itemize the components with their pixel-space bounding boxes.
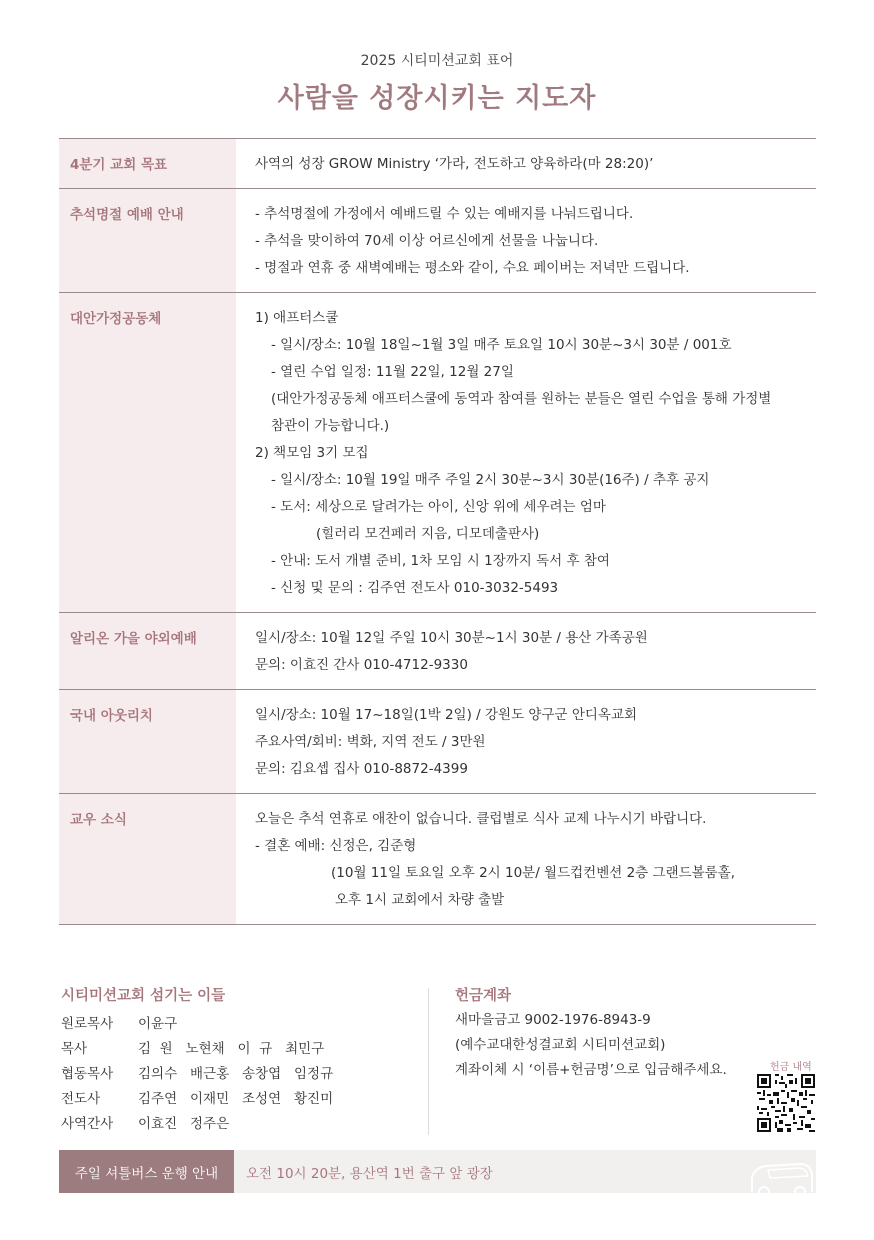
content-line: - 안내: 도서 개별 준비, 1차 모임 시 1장까지 독서 후 참여 [271,553,610,569]
staff-names: 김의수 배근홍 송창엽 임정규 [138,1066,334,1082]
shuttle-bus-info: 오전 10시 20분, 용산역 1번 출구 앞 광장 [246,1165,493,1182]
content-line: 사역의 성장 GROW Ministry ‘가라, 전도하고 양육하라(마 28:20)’ [255,156,654,172]
van-icon [748,1160,816,1193]
staff-row [61,1012,333,1037]
staff-role: 목사 [61,1041,88,1057]
offering-line: 새마을금고 9002-1976-8943-9 [455,1012,651,1028]
section-divider [428,988,429,1135]
content-line: - 일시/장소: 10월 18일~1월 3일 매주 토요일 10시 30분~3시 30분 / 001호 [271,337,732,353]
staff-row [61,1062,333,1087]
content-line: - 열린 수업 일정: 11월 22일, 12월 27일 [271,364,514,380]
row-label: 알리온 가을 야외예배 [59,613,236,689]
row-label: 대안가정공동체 [59,293,236,612]
staff-role: 전도사 [61,1091,101,1107]
row-content [236,293,816,612]
header-subtitle: 2025 시티미션교회 표어 [360,53,514,69]
shuttle-bus-label: 주일 셔틀버스 운행 안내 [59,1150,234,1193]
staff-row [61,1112,333,1137]
announcement-table [59,138,816,925]
row-content [236,613,816,689]
row-outdoor-worship [59,613,816,690]
content-line: - 일시/장소: 10월 19일 매주 주일 2시 30분~3시 30분(16주) / 추후 공지 [271,472,710,488]
page-title: 사람을 성장시키는 지도자 [277,83,597,114]
content-line: (힐러리 모건페러 지음, 디모데출판사) [316,526,540,542]
qr-code-icon[interactable] [757,1074,815,1132]
staff-names: 김 원 노현채 이 규 최민구 [138,1041,325,1057]
content-line: - 추석을 맞이하여 70세 이상 어르신에게 선물을 나눕니다. [255,233,599,249]
row-label: 국내 아웃리치 [59,690,236,793]
content-line: 참관이 가능합니다.) [271,418,390,434]
staff-role: 사역간사 [61,1116,114,1132]
staff-title: 시티미션교회 섬기는 이들 [61,988,226,1004]
row-content [236,139,816,188]
qr-label: 헌금 내역 [770,1062,812,1073]
row-chuseok-worship [59,189,816,293]
content-line: - 명절과 연휴 중 새벽예배는 평소와 같이, 수요 페이버는 저녁만 드립니다. [255,260,690,276]
content-line: (10월 11일 토요일 오후 2시 10분/ 월드컵컨벤션 2층 그랜드볼룸홀, [331,865,736,881]
content-line: - 신청 및 문의 : 김주연 전도사 010-3032-5493 [271,580,559,596]
content-line: - 결혼 예배: 신정은, 김준형 [255,838,417,854]
row-label: 추석명절 예배 안내 [59,189,236,292]
content-line: - 도서: 세상으로 달려가는 아이, 신앙 위에 세우려는 엄마 [271,499,606,515]
content-line: 일시/장소: 10월 12일 주일 10시 30분~1시 30분 / 용산 가족공원 [255,630,648,646]
row-member-news [59,794,816,925]
row-content [236,690,816,793]
content-line: 오후 1시 교회에서 차량 출발 [335,892,505,908]
offering-line: 계좌이체 시 ‘이름+헌금명’으로 입금해주세요. [455,1062,727,1078]
offering-info [455,1008,727,1083]
staff-role: 협동목사 [61,1066,114,1082]
row-domestic-outreach [59,690,816,794]
staff-row [61,1087,333,1112]
staff-names: 이효진 정주은 [138,1116,230,1132]
content-line: 일시/장소: 10월 17~18일(1박 2일) / 강원도 양구군 안디옥교회 [255,707,638,723]
shuttle-bus-bar [59,1150,816,1193]
content-line: 문의: 이효진 간사 010-4712-9330 [255,657,468,673]
row-label: 4분기 교회 목표 [59,139,236,188]
offering-title: 헌금계좌 [455,988,512,1004]
row-content [236,794,816,924]
content-line: 2) 책모임 3기 모집 [255,445,369,461]
staff-list [61,1012,333,1137]
content-line: (대안가정공동체 애프터스쿨에 동역과 참여를 원하는 분들은 열린 수업을 통해 가정별 [271,391,772,407]
row-content [236,189,816,292]
content-line: 문의: 김요셉 집사 010-8872-4399 [255,761,468,777]
staff-row [61,1037,333,1062]
staff-names: 이윤구 [138,1016,178,1032]
content-line: 주요사역/회비: 벽화, 지역 전도 / 3만원 [255,734,486,750]
row-quarter-goal [59,139,816,189]
staff-role: 원로목사 [61,1016,114,1032]
content-line: 오늘은 추석 연휴로 애찬이 없습니다. 클럽별로 식사 교제 나누시기 바랍니다. [255,811,707,827]
offering-line: (예수교대한성결교회 시티미션교회) [455,1037,666,1053]
content-line: 1) 애프터스쿨 [255,310,339,326]
row-label: 교우 소식 [59,794,236,924]
row-alternative-family [59,293,816,613]
content-line: - 추석명절에 가정에서 예배드릴 수 있는 예배지를 나눠드립니다. [255,206,634,222]
staff-names: 김주연 이재민 조성연 황진미 [138,1091,334,1107]
